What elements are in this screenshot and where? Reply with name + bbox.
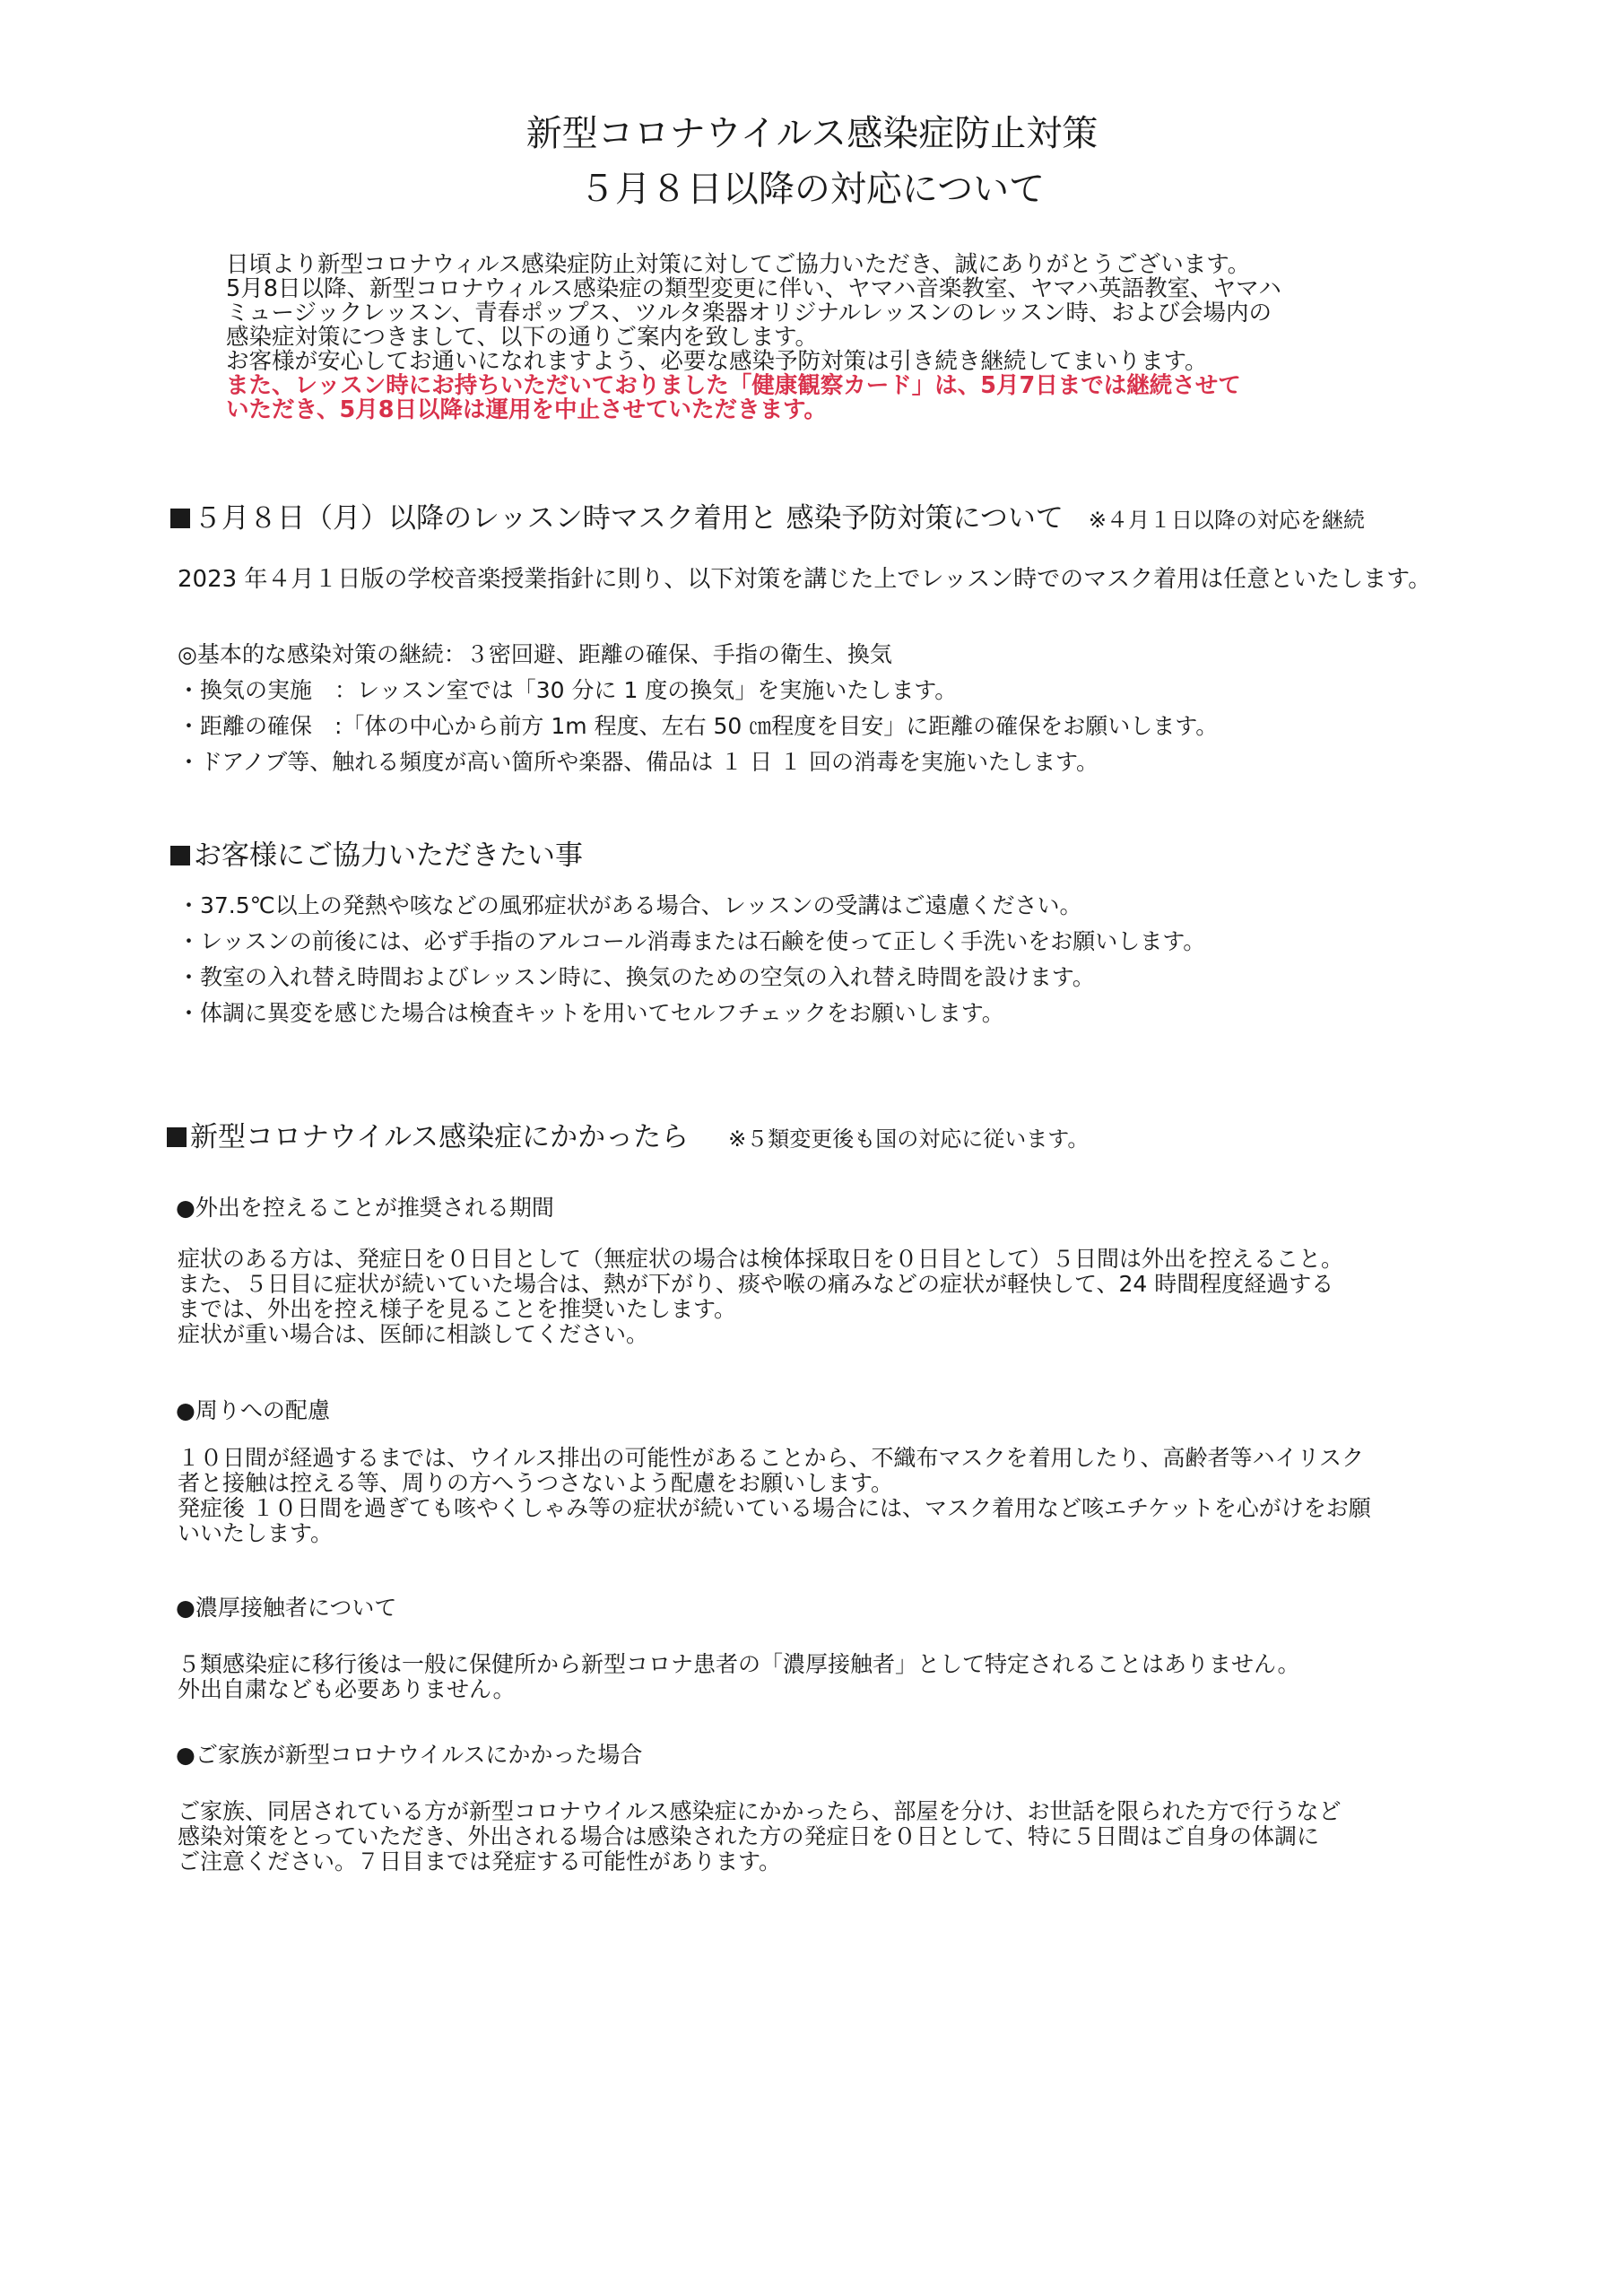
- list-item: ・レッスンの前後には、必ず手指のアルコール消毒または石鹸を使って正しく手洗いをお願いします。: [178, 928, 1206, 954]
- subsection-consideration: [176, 1396, 1503, 1426]
- subsection-body: [178, 1652, 1505, 1702]
- subsection-close-contacts: [176, 1593, 1503, 1623]
- intro-block: [226, 253, 1392, 422]
- section-heading: [167, 1119, 1494, 1157]
- section1-paragraph-wrap: [178, 565, 1505, 594]
- subsection-body: [178, 1799, 1505, 1874]
- section-heading-text: ５月８日（月）以降のレッスン時マスク着用と 感染予防対策について: [194, 502, 1064, 535]
- list-item: ・37.5℃以上の発熱や咳などの風邪症状がある場合、レッスンの受講はご遠慮ください。: [178, 892, 1082, 918]
- body-line: 発症後 １０日間を過ぎても咳やくしゃみ等の症状が続いている場合には、マスク着用など咳エチケットを心がけをお願: [178, 1495, 1371, 1521]
- section-heading: [170, 500, 1498, 538]
- body-line: また、５日目に症状が続いていた場合は、熱が下がり、痰や喉の痛みなどの症状が軽快して、24 時間程度経過する: [178, 1271, 1334, 1297]
- intro-red-line: いただき、5月8日以降は運用を中止させていただきます。: [226, 396, 827, 423]
- subsection-body: [178, 1247, 1505, 1347]
- section-heading-text: 新型コロナウイルス感染症にかかったら: [190, 1121, 690, 1153]
- subsection-heading: ●周りへの配慮: [176, 1397, 330, 1423]
- list-item: ・体調に異変を感じた場合は検査キットを用いてセルフチェックをお願いします。: [178, 1000, 1004, 1026]
- intro-red-line: また、レッスン時にお持ちいただいておりました「健康観察カード」は、5月7日までは継続させて: [226, 372, 1241, 399]
- section-if-infected: [167, 1119, 1494, 1157]
- intro-line: お客様が安心してお通いになれますよう、必要な感染予防対策は引き続き継続してまいります。: [226, 348, 1208, 375]
- intro-line: 日頃より新型コロナウィルス感染症防止対策に対してご協力いただき、誠にありがとうございます。: [226, 251, 1251, 278]
- list-item: ・ドアノブ等、触れる頻度が高い箇所や楽器、備品は １ 日 １ 回の消毒を実施いたします。: [178, 749, 1099, 775]
- section-note: ※４月１日以降の対応を継続: [1088, 508, 1366, 533]
- body-line: 感染対策をとっていただき、外出される場合は感染された方の発症日を０日として、特に５日間はご自身の体調に: [178, 1823, 1320, 1849]
- section-mask-and-prevention: [170, 500, 1498, 538]
- body-line: 者と接触は控える等、周りの方へうつさないよう配慮をお願いします。: [178, 1470, 894, 1496]
- document-subtitle: ５月８日以降の対応について: [578, 169, 1046, 210]
- section-heading-text: お客様にご協力いただきたい事: [194, 839, 583, 872]
- body-line: ５類感染症に移行後は一般に保健所から新型コロナ患者の「濃厚接触者」として特定されることはありません。: [178, 1651, 1300, 1677]
- body-line: 外出自粛なども必要ありません。: [178, 1676, 516, 1702]
- subsection-family-infected: [176, 1740, 1503, 1770]
- square-bullet-icon: [170, 509, 190, 528]
- section-note: ※５類変更後も国の対応に従います。: [728, 1126, 1090, 1152]
- document-title: 新型コロナウイルス感染症防止対策: [525, 113, 1099, 154]
- section2-list: [178, 888, 1505, 1031]
- body-line: １０日間が経過するまでは、ウイルス排出の可能性があることから、不織布マスクを着用したり、高齢者等ハイリスク: [178, 1445, 1365, 1471]
- subsection-heading: ●外出を控えることが推奨される期間: [176, 1195, 554, 1221]
- list-item: ・教室の入れ替え時間およびレッスン時に、換気のための空気の入れ替え時間を設けます。: [178, 964, 1095, 990]
- section-paragraph: 2023 年４月１日版の学校音楽授業指針に則り、以下対策を講じた上でレッスン時でのマスク着用は任意といたします。: [178, 566, 1432, 593]
- square-bullet-icon: [170, 846, 190, 865]
- body-line: ご注意ください。７日目までは発症する可能性があります。: [178, 1848, 782, 1874]
- basic-measures: ◎基本的な感染対策の継続：３密回避、距離の確保、手指の衛生、換気: [178, 641, 892, 667]
- subsection-body: [178, 1446, 1505, 1546]
- section1-measures: [178, 637, 1505, 780]
- section-customer-requests: [170, 838, 1498, 874]
- subsection-stay-home-period: [176, 1193, 1503, 1223]
- body-line: までは、外出を控え様子を見ることを推奨いたします。: [178, 1296, 737, 1322]
- body-line: いいたします。: [178, 1520, 334, 1546]
- list-item: ・換気の実施 ：レッスン室では「30 分に 1 度の換気」を実施いたします。: [178, 677, 958, 703]
- square-bullet-icon: [167, 1127, 187, 1147]
- intro-line: ミュージックレッスン、青春ポップス、ツルタ楽器オリジナルレッスンのレッスン時、および会場内の: [226, 300, 1272, 326]
- intro-line: 5月8日以降、新型コロナウィルス感染症の類型変更に伴い、ヤマハ音楽教室、ヤマハ英語教室、ヤマハ: [226, 275, 1281, 302]
- section-heading: [170, 838, 1498, 874]
- subsection-heading: ●ご家族が新型コロナウイルスにかかった場合: [176, 1742, 643, 1768]
- body-line: ご家族、同居されている方が新型コロナウイルス感染症にかかったら、部屋を分け、お世話を限られた方で行うなど: [178, 1798, 1342, 1824]
- intro-line: 感染症対策につきまして、以下の通りご案内を致します。: [226, 324, 818, 351]
- body-line: 症状が重い場合は、医師に相談してください。: [178, 1321, 649, 1347]
- body-line: 症状のある方は、発症日を０日目として（無症状の場合は検体採取日を０日目として）５日間は外出を控えること。: [178, 1246, 1344, 1272]
- list-item: ・距離の確保 :「体の中心から前方 1m 程度、左右 50 ㎝程度を目安」に距離の確保をお願いします。: [178, 713, 1219, 739]
- subsection-heading: ●濃厚接触者について: [176, 1595, 397, 1621]
